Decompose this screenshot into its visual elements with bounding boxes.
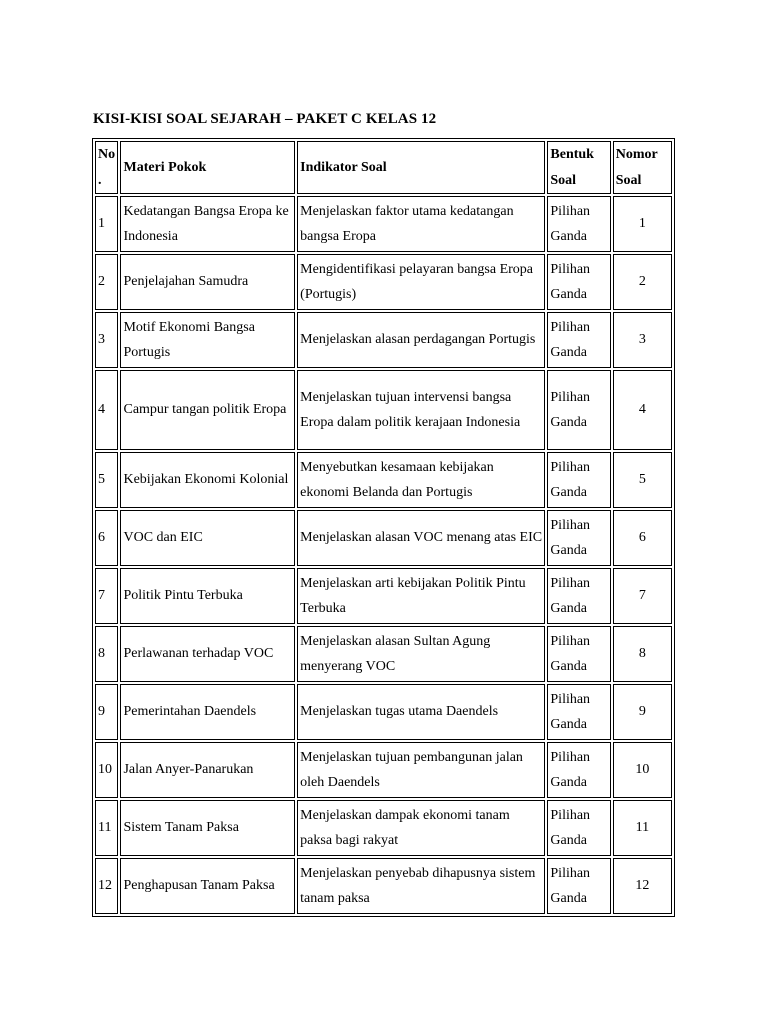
cell-indikator: Menjelaskan faktor utama kedatangan bangsa Eropa	[297, 196, 545, 252]
header-nomor-soal: Nomor Soal	[613, 141, 672, 194]
cell-indikator: Menyebutkan kesamaan kebijakan ekonomi Belanda dan Portugis	[297, 452, 545, 508]
cell-bentuk: Pilihan Ganda	[547, 742, 610, 798]
table-row	[95, 568, 672, 624]
table-row	[95, 196, 672, 252]
cell-no: 5	[95, 452, 118, 508]
cell-no: 12	[95, 858, 118, 914]
cell-no: 11	[95, 800, 118, 856]
cell-bentuk: Pilihan Ganda	[547, 312, 610, 368]
cell-nomor: 8	[613, 626, 672, 682]
table-row	[95, 510, 672, 566]
table-row	[95, 800, 672, 856]
document-title: KISI-KISI SOAL SEJARAH – PAKET C KELAS 12	[93, 111, 437, 127]
table-row	[95, 370, 672, 450]
cell-materi: Kebijakan Ekonomi Kolonial	[120, 452, 295, 508]
cell-bentuk: Pilihan Ganda	[547, 684, 610, 740]
cell-no: 4	[95, 370, 118, 450]
table-row	[95, 858, 672, 914]
cell-no: 10	[95, 742, 118, 798]
cell-nomor: 1	[613, 196, 672, 252]
cell-nomor: 9	[613, 684, 672, 740]
kisi-kisi-table	[92, 138, 675, 917]
header-materi-pokok: Materi Pokok	[120, 141, 295, 194]
cell-materi: Kedatangan Bangsa Eropa ke Indonesia	[120, 196, 295, 252]
cell-no: 2	[95, 254, 118, 310]
cell-materi: Pemerintahan Daendels	[120, 684, 295, 740]
cell-indikator: Menjelaskan penyebab dihapusnya sistem tanam paksa	[297, 858, 545, 914]
cell-nomor: 12	[613, 858, 672, 914]
cell-bentuk: Pilihan Ganda	[547, 370, 610, 450]
cell-materi: Penjelajahan Samudra	[120, 254, 295, 310]
cell-nomor: 11	[613, 800, 672, 856]
cell-nomor: 10	[613, 742, 672, 798]
cell-nomor: 2	[613, 254, 672, 310]
table-row	[95, 742, 672, 798]
cell-nomor: 6	[613, 510, 672, 566]
cell-bentuk: Pilihan Ganda	[547, 196, 610, 252]
cell-indikator: Menjelaskan alasan VOC menang atas EIC	[297, 510, 545, 566]
table-row	[95, 312, 672, 368]
table-row	[95, 452, 672, 508]
cell-nomor: 3	[613, 312, 672, 368]
cell-indikator: Menjelaskan tugas utama Daendels	[297, 684, 545, 740]
cell-no: 1	[95, 196, 118, 252]
cell-no: 9	[95, 684, 118, 740]
cell-no: 6	[95, 510, 118, 566]
cell-indikator: Menjelaskan tujuan pembangunan jalan oleh Daendels	[297, 742, 545, 798]
cell-materi: Politik Pintu Terbuka	[120, 568, 295, 624]
cell-indikator: Mengidentifikasi pelayaran bangsa Eropa (Portugis)	[297, 254, 545, 310]
cell-indikator: Menjelaskan alasan perdagangan Portugis	[297, 312, 545, 368]
cell-bentuk: Pilihan Ganda	[547, 254, 610, 310]
table-row	[95, 684, 672, 740]
cell-nomor: 4	[613, 370, 672, 450]
cell-nomor: 5	[613, 452, 672, 508]
cell-no: 8	[95, 626, 118, 682]
cell-indikator: Menjelaskan alasan Sultan Agung menyerang VOC	[297, 626, 545, 682]
cell-bentuk: Pilihan Ganda	[547, 568, 610, 624]
cell-no: 7	[95, 568, 118, 624]
cell-nomor: 7	[613, 568, 672, 624]
cell-bentuk: Pilihan Ganda	[547, 452, 610, 508]
cell-indikator: Menjelaskan dampak ekonomi tanam paksa bagi rakyat	[297, 800, 545, 856]
cell-no: 3	[95, 312, 118, 368]
cell-indikator: Menjelaskan arti kebijakan Politik Pintu Terbuka	[297, 568, 545, 624]
cell-materi: Penghapusan Tanam Paksa	[120, 858, 295, 914]
cell-bentuk: Pilihan Ganda	[547, 510, 610, 566]
cell-materi: Perlawanan terhadap VOC	[120, 626, 295, 682]
header-no: No.	[95, 141, 118, 194]
cell-bentuk: Pilihan Ganda	[547, 626, 610, 682]
cell-bentuk: Pilihan Ganda	[547, 858, 610, 914]
cell-materi: Jalan Anyer-Panarukan	[120, 742, 295, 798]
table-row	[95, 626, 672, 682]
table-row	[95, 254, 672, 310]
table-header-row	[95, 141, 672, 194]
cell-materi: Motif Ekonomi Bangsa Portugis	[120, 312, 295, 368]
header-bentuk-soal: Bentuk Soal	[547, 141, 610, 194]
header-indikator-soal: Indikator Soal	[297, 141, 545, 194]
cell-materi: Sistem Tanam Paksa	[120, 800, 295, 856]
cell-materi: VOC dan EIC	[120, 510, 295, 566]
cell-bentuk: Pilihan Ganda	[547, 800, 610, 856]
cell-indikator: Menjelaskan tujuan intervensi bangsa Eropa dalam politik kerajaan Indonesia	[297, 370, 545, 450]
cell-materi: Campur tangan politik Eropa	[120, 370, 295, 450]
